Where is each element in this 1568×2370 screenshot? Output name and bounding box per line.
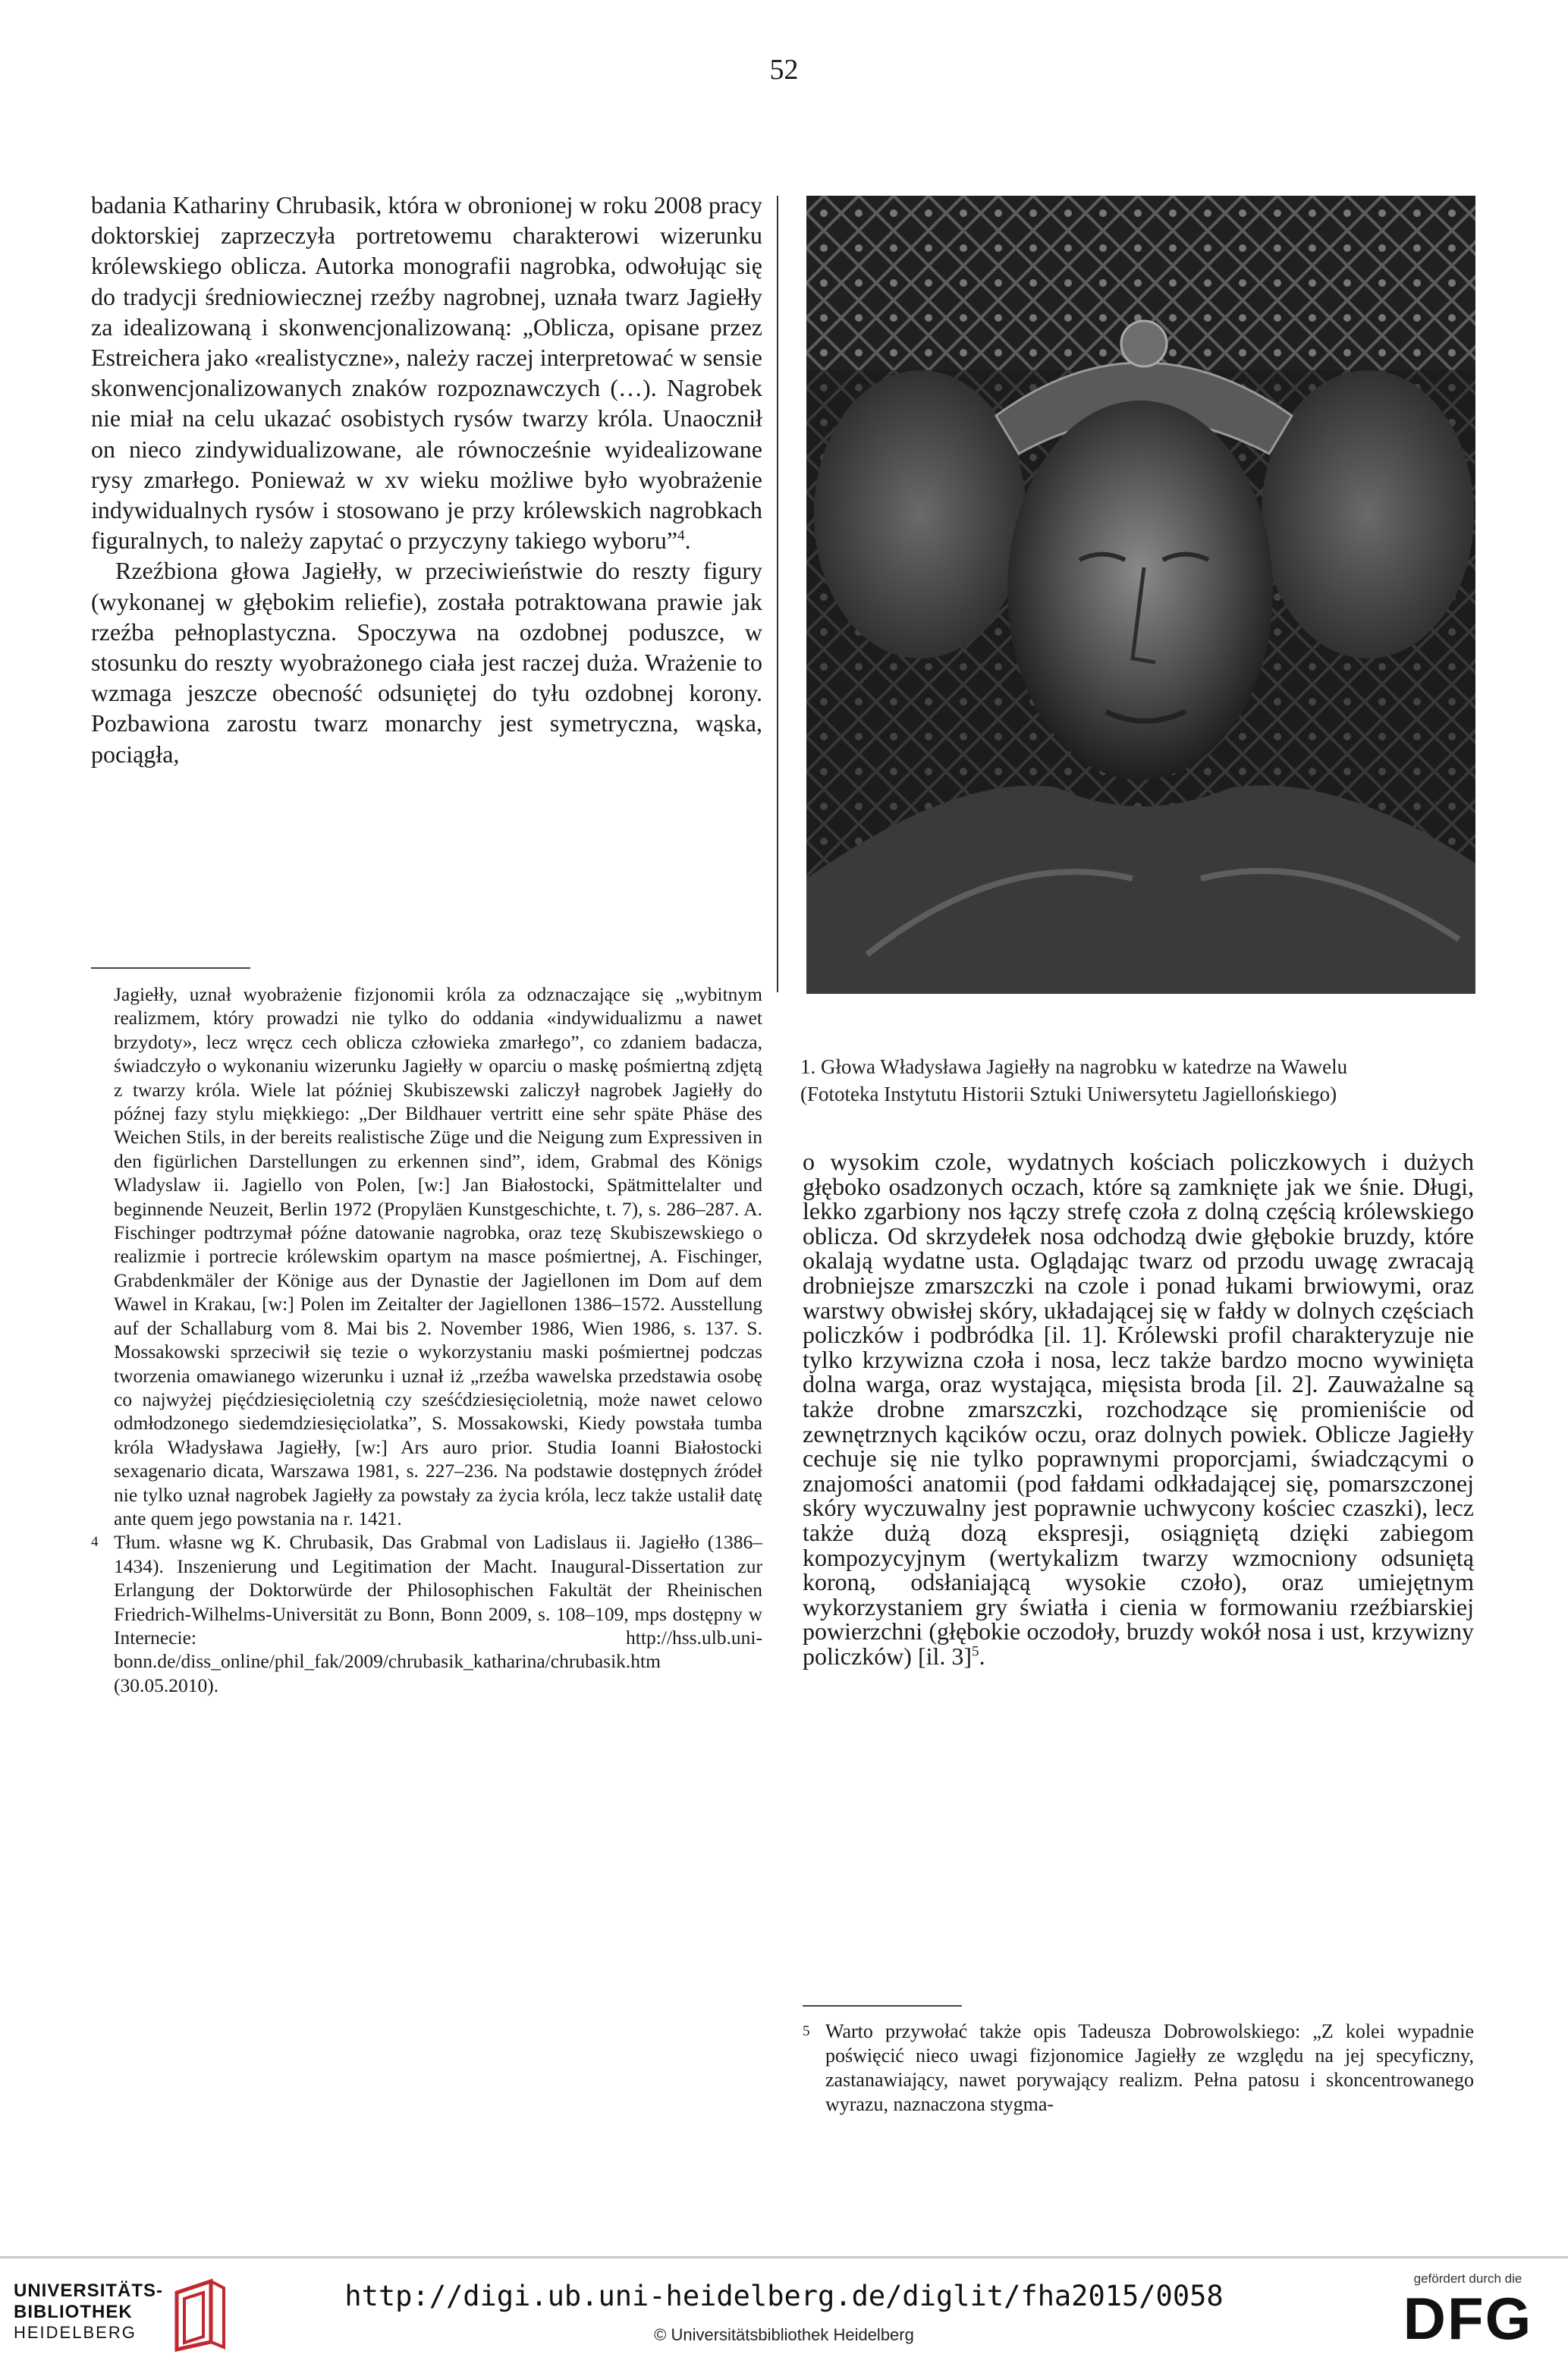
copyright-notice: © Universitätsbibliothek Heidelberg bbox=[654, 2325, 914, 2344]
caption-line-2: (Fototeka Instytutu Historii Sztuki Uniwersytetu Jagiellońskiego) bbox=[800, 1083, 1337, 1105]
footnote-ref-5[interactable]: 5 bbox=[972, 1643, 979, 1660]
footnote-5 bbox=[803, 2020, 1474, 2117]
footnotes-left bbox=[91, 982, 762, 1697]
footnote-4-text: Tłum. własne wg K. Chrubasik, Das Grabmal von Ladislaus ii. Jagiełło (1386–1434). Inszenierung und Legitimation der Macht. Inaugural-Dissertation zur Erlangung der Doktorwürde der Philosophischen Fakultät der Rheinischen Friedrich-Wilhelms-Universität zu Bonn, Bonn 2009, s. 108–109, mps dostępny w Internecie: http://hss.ulb.uni-bonn.de/diss_online/phil_fak/2009/chrubasik_katharina/chrubasik.htm (30.05.2010). bbox=[114, 1531, 762, 1696]
dfg-logo-text: DFG bbox=[1403, 2285, 1533, 2352]
page-number: 52 bbox=[769, 54, 799, 86]
footnote-rule-right bbox=[803, 2005, 962, 2007]
caption-line-1: 1. Głowa Władysława Jagiełły na nagrobku w katedrze na Wawelu bbox=[800, 1055, 1348, 1078]
footnotes-right bbox=[803, 2020, 1474, 2117]
footnote-5-mark: 5 bbox=[803, 2023, 810, 2039]
footnote-5-text: Warto przywołać także opis Tadeusza Dobrowolskiego: „Z kolei wypadnie poświęcić nieco uwagi fizjonomice Jagiełły ze względu na jej specyficzny, zastanawiający, nawet porywający realizm. Pełna patosu i skoncentrowanego wyrazu, naznaczona stygma- bbox=[825, 2020, 1474, 2115]
figure-caption bbox=[800, 1053, 1479, 1108]
funding-label: gefördert durch die bbox=[1413, 2271, 1522, 2286]
digital-library-url[interactable]: http://digi.ub.uni-heidelberg.de/diglit/fha2015/0058 bbox=[344, 2280, 1224, 2312]
main-text-right bbox=[803, 1149, 1474, 1668]
footnote-ref-4[interactable]: 4 bbox=[677, 527, 685, 544]
paragraph-3-text: o wysokim czole, wydatnych kościach policzkowych i dużych głęboko osadzonych oczach, które są zamknięte jak we śnie. Długi, lekko zgarbiony nos łączy strefę czoła z dolną częścią królewskiego oblicza. Od skrzydełek nosa odchodzą dwie głębokie bruzdy, które okalają wydatne usta. Oglądając twarz od przodu uwagę zwracają drobniejsze zmarszczki na czole i ponad łukami brwiowymi, oraz warstwy obwisłej skóry, układającej się w fałdy w dolnych częściach policzków i podbródka [il. 1]. Królewski profil charakteryzuje nie tylko krzywizna czoła i nosa, lecz także bardzo mocno wywinięta dolna warga, oraz wystająca, mięsista broda [il. 2]. Zauważalne są także drobne zmarszczki, rozchodzące się promieniście od zewnętrznych kącików oczu, oraz dolnych powiek. Oblicze Jagiełły cechuje się nie tylko poprawnymi proporcjami, świadczącymi o znajomości anatomii (pod fałdami odkładającej się, pomarszczonej skóry wyczuwalny jest poprawnie uchwycony kościec czaszki), lecz także dużą dozą ekspresji, osiągniętą dzięki zabiegom kompozycyjnym (wertykalizm twarzy wzmocniony odsuniętą koroną, odsłaniającą wysokie czoło), oraz umiejętnym wykorzystaniem gry światła i cienia w formowaniu rzeźbiarskiej powierzchni (głębokie oczodoły, bruzdy wokół nosa i ust, krzywizny policzków) [il. 3] bbox=[803, 1148, 1474, 1670]
footer-divider bbox=[0, 2256, 1568, 2258]
tomb-head-photo bbox=[806, 196, 1475, 994]
column-divider bbox=[777, 196, 778, 992]
paragraph-1-text: badania Kathariny Chrubasik, która w obronionej w roku 2008 pracy doktorskiej zaprzeczyła portretowemu charakterowi wizerunku królewskiego oblicza. Autorka monografii nagrobka, odwołując się do tradycji średniowiecznej rzeźby nagrobnej, uznała twarz Jagiełły za idealizowaną i skonwencjonalizowaną: „Oblicza, opisane przez Estreichera jako «realistyczne», należy raczej interpretować w sensie skonwencjonalizowanych znaków rozpoznawczych (…). Nagrobek nie miał na celu ukazać osobistych rysów twarzy króla. Unaocznił on nieco zindywidualizowane, ale równocześnie wyidealizowane rysy zmarłego. Ponieważ w xv wieku możliwe było wyobrażenie indywidualnych rysów i stosowano je przy królewskich nagrobkach figuralnych, to należy zapytać o przyczyny takiego wyboru” bbox=[91, 191, 762, 555]
library-name-line-3: HEIDELBERG bbox=[14, 2323, 137, 2342]
footnote-4 bbox=[91, 1530, 762, 1697]
footnote-3-continued: Jagiełły, uznał wyobrażenie fizjonomii króla za odznaczające się „wybitnym realizmem, który prowadzi nie tylko do oddania «indywidualizmu a nawet brzydoty», lecz wręcz cech oblicza człowieka zmarłego”, co zdaniem badacza, świadczyło o wykonaniu wizerunku Jagiełły w oparciu o maskę pośmiertną zdjętą z twarzy króla. Wiele lat później Skubiszewski zaliczył nagrobek Jagiełły do późnej fazy stylu miękkiego: „Der Bildhauer vertritt eine sehr späte Phäse des Weichen Stils, in der bereits realistische Züge und die Neigung zum Expressiven in den figürlichen Darstellungen zu erkennen sind”, idem, Grabmal des Königs Wladyslaw ii. Jagiello von Polen, [w:] Jan Białostocki, Spätmittelalter und beginnende Neuzeit, Berlin 1972 (Propyläen Kunstgeschichte, t. 7), s. 286–287. A. Fischinger podtrzymał późne datowanie nagrobka, oraz tezę Skubiszewskiego o realizmie i portrecie królewskim opartym na masce pośmiertnej, A. Fischinger, Grabdenkmäler der Könige aus der Dynastie der Jagiellonen im Dom auf dem Wawel in Krakau, [w:] Polen im Zeitalter der Jagiellonen 1386–1572. Ausstellung auf der Schallaburg vom 8. Mai bis 2. November 1986, Wien 1986, s. 137. S. Mossakowski sprzeciwił się tezie o wykorzystaniu maski pośmiertnej podczas tworzenia omawianego wizerunku i uznał iż „rzeźba wawelska przedstawia osobę co najwyżej pięćdziesięcioletnią czy sześćdziesięcioletnią, może nawet celowo odmłodzonego siedemdziesięciolatka”, S. Mossakowski, Kiedy powstała tumba króla Władysława Jagiełły, [w:] Ars auro prior. Studia Ioanni Białostocki sexagenario dicata, Warszawa 1981, s. 227–236. Na podstawie dostępnych źródeł nie tylko uznał nagrobek Jagiełły za powstały za życia króla, lecz także ustalił datę ante quem jego powstania na r. 1421. bbox=[114, 983, 762, 1529]
paragraph-3: o wysokim czole, wydatnych kościach policzkowych i dużych głęboko osadzonych oczach, które są zamknięte jak we śnie. Długi, lekko zgarbiony nos łączy strefę czoła z dolną częścią królewskiego oblicza. Od skrzydełek nosa odchodzą dwie głębokie bruzdy, które okalają wydatne usta. Oglądając twarz od przodu uwagę zwracają drobniejsze zmarszczki na czole i ponad łukami brwiowymi, oraz warstwy obwisłej skóry, układającej się w fałdy w dolnych częściach policzków i podbródka [il. 1]. Królewski profil charakteryzuje nie tylko krzywizna czoła i nosa, lecz także bardzo mocno wywinięta dolna warga, oraz wystająca, mięsista broda [il. 2]. Zauważalne są także drobne zmarszczki, rozchodzące się promieniście od zewnętrznych kącików oczu, oraz dolnych powiek. Oblicze Jagiełły cechuje się nie tylko poprawnymi proporcjami, świadczącymi o znajomości anatomii (pod fałdami odkładającej się, pomarszczonej skóry wyczuwalny jest poprawnie uchwycony kościec czaszki), lecz także dużą dozą ekspresji, osiągniętą dzięki zabiegom kompozycyjnym (wertykalizm twarzy wzmocniony odsuniętą koroną, odsłaniającą wysokie czoło), oraz umiejętnym wykorzystaniem gry światła i cienia w formowaniu rzeźbiarskiej powierzchni (głębokie oczodoły, bruzdy wokół nosa i ust, krzywizny policzków) [il. 3]$^5$. bbox=[803, 1148, 1474, 1670]
paragraph-1: badania Kathariny Chrubasik, która w obronionej w roku 2008 pracy doktorskiej zaprzeczyła portretowemu charakterowi wizerunku królewskiego oblicza. Autorka monografii nagrobka, odwołując się do tradycji średniowiecznej rzeźby nagrobnej, uznała twarz Jagiełły za idealizowaną i skonwencjonalizowaną: „Oblicza, opisane przez Estreichera jako «realistyczne», należy raczej interpretować w sensie skonwencjonalizowanych znaków rozpoznawczych (…). Nagrobek nie miał na celu ukazać osobistych rysów twarzy króla. Unaocznił on nieco zindywidualizowane, ale równocześnie wyidealizowane rysy zmarłego. Ponieważ w xv wieku możliwe było wyobrażenie indywidualnych rysów i stosowano je przy królewskich nagrobkach figuralnych, to należy zapytać o przyczyny takiego wyboru”$^4$. bbox=[91, 191, 762, 555]
footnote-rule-left bbox=[91, 967, 250, 969]
footnote-4-mark: 4 bbox=[91, 1534, 99, 1551]
main-text-left bbox=[91, 190, 762, 769]
tomb-head-image bbox=[806, 196, 1475, 994]
library-name-line-1: UNIVERSITÄTS- bbox=[14, 2280, 164, 2301]
library-name-line-2: BIBLIOTHEK bbox=[14, 2302, 133, 2322]
paragraph-2: Rzeźbiona głowa Jagiełły, w przeciwieństwie do reszty figury (wykonanej w głębokim reliefie), została potraktowana prawie jak rzeźba pełnoplastyczna. Spoczywa na ozdobnej poduszce, w stosunku do reszty wyobrażonego ciała jest raczej duża. Wrażenie to wzmaga jeszcze obecność odsuniętej do tyłu ozdobnej korony. Pozbawiona zarostu twarz monarchy jest symetryczna, wąska, pociągła, bbox=[91, 557, 762, 768]
dfg-funding-logo[interactable] bbox=[1392, 2271, 1544, 2362]
